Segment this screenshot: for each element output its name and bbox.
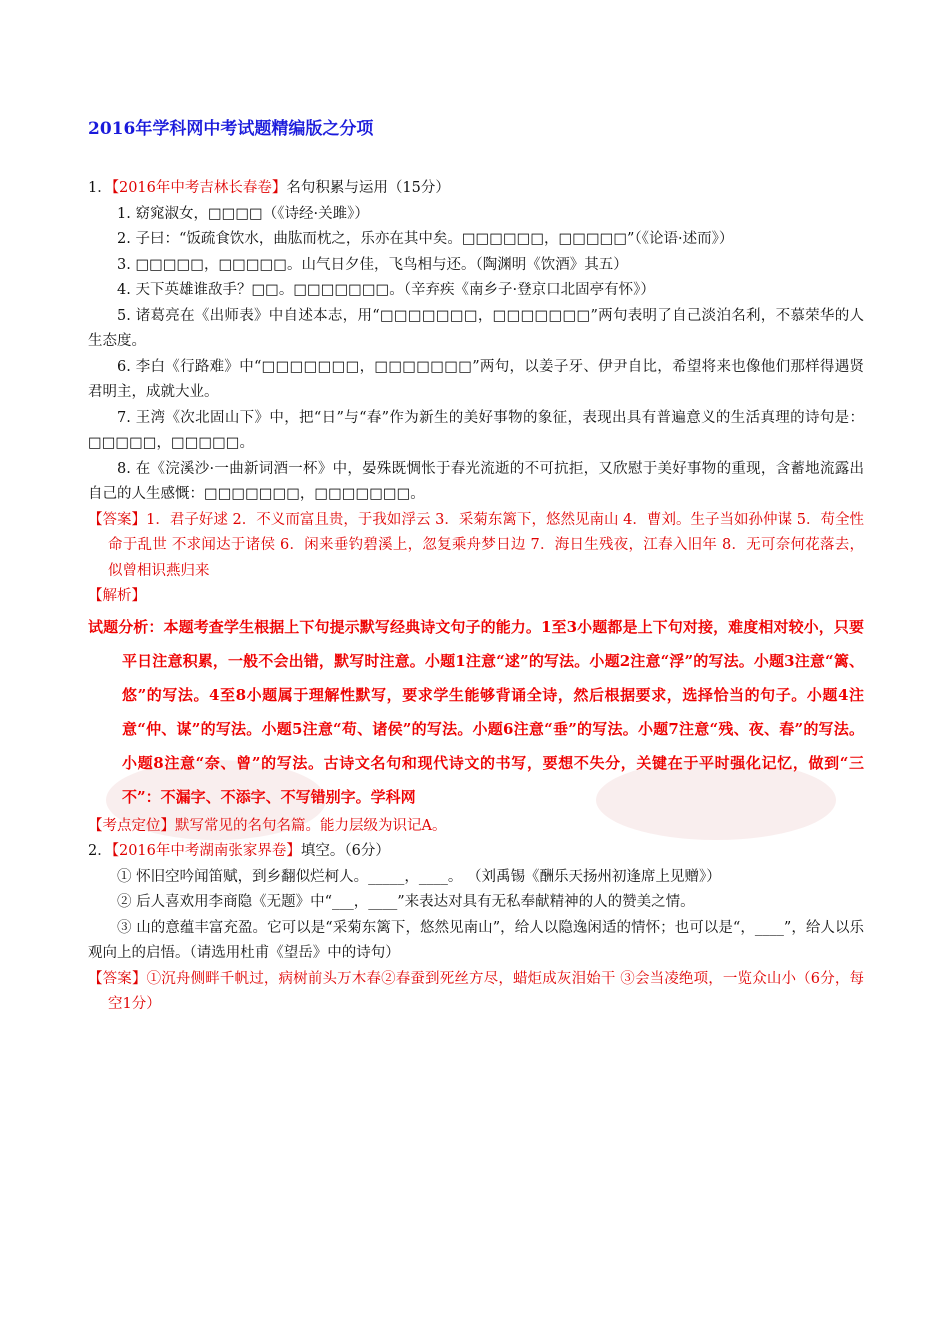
question-source: 【2016年中考吉林长春卷】 [111,180,287,196]
document-body [88,176,864,1018]
question-stem: 填空。（6分） [300,843,390,859]
question-1-header [88,176,864,202]
answer-text: ①沉舟侧畔千帆过，病树前头万木春②春蚕到死丝方尽，蜡炬成灰泪始干 ③会当凌绝项，一览众山小（6分，每空1分） [108,970,864,1012]
question-stem: 名句积累与运用（15分） [286,180,450,196]
question-2-item-2: ② 后人喜欢用李商隐《无题》中“___，____”来表达对具有无私奉献精神的人的赞美之情。 [117,894,695,910]
question-1-item-3: 3. □□□□□，□□□□□。山气日夕佳，飞鸟相与还。（陶渊明《饮酒》其五） [117,256,628,273]
question-2-item-3: ③ 山的意蕴丰富充盈。它可以是“采菊东篱下，悠然见南山”，给人以隐逸闲适的情怀；也可以是“，____”，给人以乐观向上的启悟。（请选用杜甫《望岳》中的诗句） [88,919,864,961]
question-1-answer [88,508,864,585]
question-source: 【2016年中考湖南张家界卷】 [111,843,301,859]
question-1-item-1: 1. 窈窕淑女，□□□□（《诗经·关雎》） [117,205,369,222]
knowledge-point-tag: 【考点定位】 [88,817,175,834]
question-2-header [88,839,864,865]
question-number: 2． [88,843,112,859]
answer-text: 1．君子好逑 2．不义而富且贵，于我如浮云 3．采菊东篱下，悠然见南山 4．曹刘。生子当如孙仲谋 5．苟全性命于乱世 不求闻达于诸侯 6．闲来垂钓碧溪上，忽复乘舟梦日边 7．海日生残夜，江春入旧年 8．无可奈何花落去，似曾相识燕归来 [108,511,865,579]
question-1-item-8: 8. 在《浣溪沙·一曲新词酒一杯》中，晏殊既惆怅于春光流逝的不可抗拒，又欣慰于美好事物的重现，含蓄地流露出自己的人生感慨：□□□□□□□，□□□□□□□。 [88,460,864,502]
question-1-item-6: 6. 李白《行路难》中“□□□□□□□，□□□□□□□”两句，以姜子牙、伊尹自比，希望将来也像他们那样得遇贤君明主，成就大业。 [88,358,864,400]
answer-tag: 【答案】 [88,970,147,987]
question-2-item-1: ① 怀旧空吟闻笛赋，到乡翻似烂柯人。_____，____。 （刘禹锡《酬乐天扬州初逢席上见赠》） [117,868,721,885]
knowledge-point [88,814,864,840]
analysis-text: 试题分析：本题考查学生根据上下句提示默写经典诗文句子的能力。1至3小题都是上下句对接，难度相对较小，只要平日注意积累，一般不会出错，默写时注意。小题1注意“逑”的写法。小题2注意“浮”的写法。小题3注意“篱、悠”的写法。4至8小题属于理解性默写，要求学生能够背诵全诗，然后根据要求，选择恰当的句子。小题4注意“仲、谋”的写法。小题5注意“苟、诸侯”的写法。小题6注意“垂”的写法。小题7注意“残、夜、春”的写法。小题8注意“奈、曾”的写法。古诗文名句和现代诗文的书写，要想不失分，关键在于平时强化记忆，做到“三不”：不漏字、不添字、不写错别字。学科网 [88,617,864,806]
question-1-item-7: 7. 王湾《次北固山下》中，把“日”与“春”作为新生的美好事物的象征，表现出具有普遍意义的生活真理的诗句是：□□□□□，□□□□□。 [88,409,864,451]
knowledge-point-text: 默写常见的名句名篇。能力层级为识记A。 [175,817,447,834]
question-2-answer [88,967,864,1018]
question-1-item-4: 4. 天下英雄谁敌手？□□。□□□□□□□。（辛弃疾《南乡子·登京口北固亭有怀》） [117,282,655,298]
question-1-item-5: 5. 诸葛亮在《出师表》中自述本志，用“□□□□□□□，□□□□□□□”两句表明了自己淡泊名利，不慕荣华的人生态度。 [88,307,864,349]
question-1-item-2: 2. 子曰：“饭疏食饮水，曲肱而枕之，乐亦在其中矣。□□□□□□，□□□□□”（《论语·述而》） [117,231,734,247]
answer-tag: 【答案】 [88,511,147,528]
question-number: 1． [88,180,112,196]
analysis-tag: 【解析】 [88,588,146,604]
page-title: 2016年学科网中考试题精编版之分项 [88,119,374,139]
